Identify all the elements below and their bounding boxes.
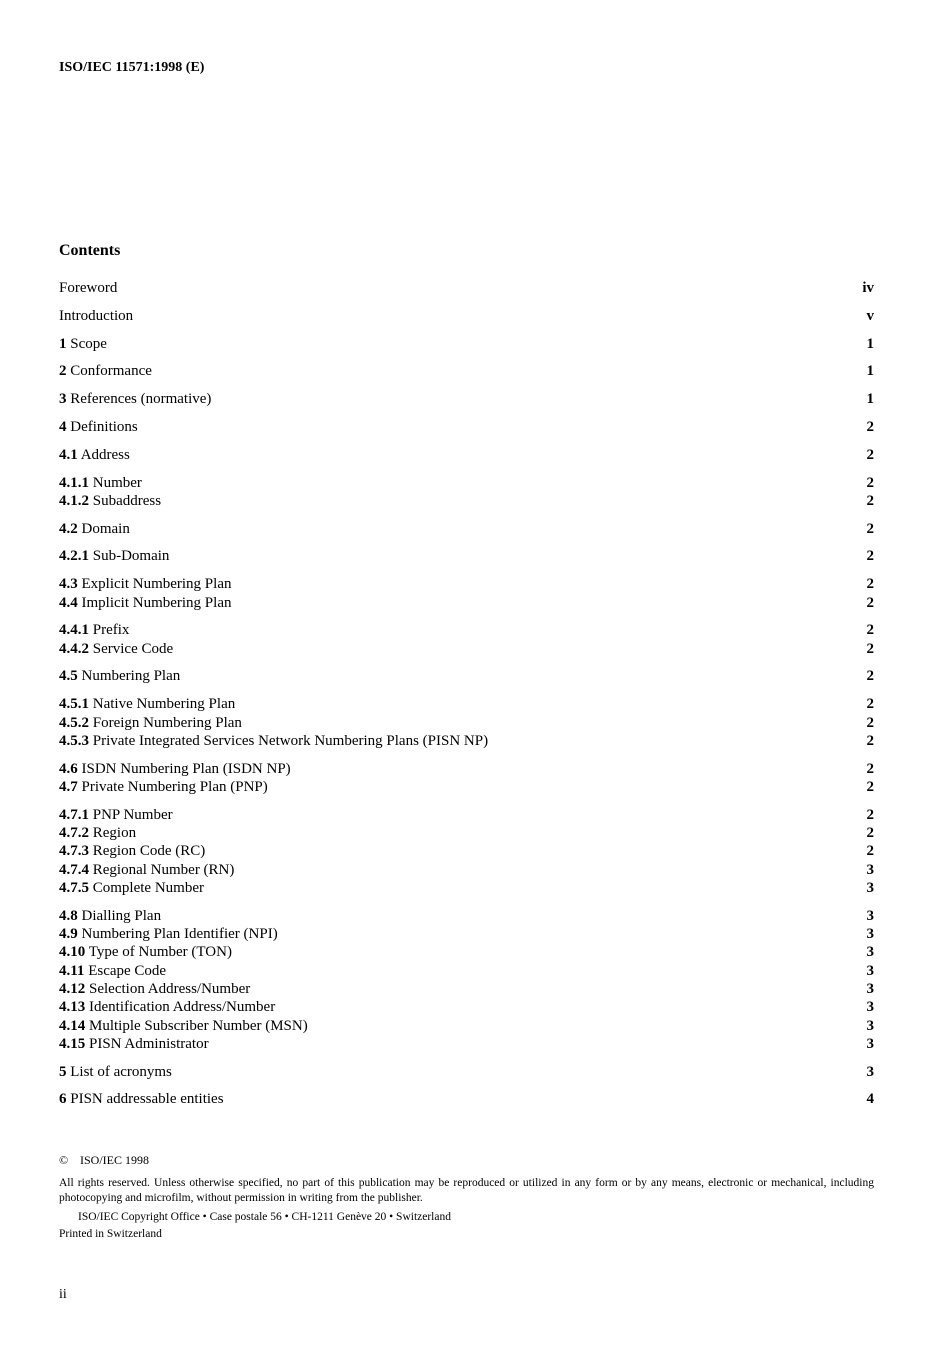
toc-entry-page: 2	[866, 418, 874, 435]
toc-entry-number: 4.4.2	[59, 640, 89, 657]
toc-entry[interactable]	[59, 980, 874, 998]
toc-entry-number: 4.5.3	[59, 732, 89, 749]
toc-entry-number: 6	[59, 1091, 67, 1108]
toc-entry-label	[59, 1063, 172, 1081]
document-header: ISO/IEC 11571:1998 (E)	[59, 60, 205, 75]
toc-entry-number: 4.5.2	[59, 714, 89, 731]
toc-entry-number: 4.10	[59, 944, 86, 961]
toc-entry-title: Native Numbering Plan	[92, 696, 236, 713]
toc-entry[interactable]	[59, 962, 874, 980]
toc-entry-title: Scope	[70, 335, 107, 352]
toc-entry-label	[59, 925, 278, 943]
toc-entry-label	[59, 1090, 224, 1108]
toc-entry-page: 3	[866, 1035, 874, 1052]
toc-entry-title: References (normative)	[70, 391, 212, 408]
toc-entry-title: Selection Address/Number	[89, 980, 251, 997]
toc-entry-page: 2	[866, 714, 874, 731]
toc-entry-label	[59, 575, 231, 593]
toc-entry-number: 4.4	[59, 594, 78, 611]
toc-group	[59, 446, 874, 464]
toc-entry-number: 4.15	[59, 1035, 86, 1052]
toc-group	[59, 418, 874, 436]
toc-entry[interactable]	[59, 575, 874, 593]
toc-entry[interactable]	[59, 1063, 874, 1081]
table-of-contents	[59, 279, 874, 1118]
toc-entry-title: ISDN Numbering Plan (ISDN NP)	[81, 760, 291, 777]
copyright-line	[59, 1153, 874, 1168]
toc-entry-page: 2	[866, 576, 874, 593]
toc-group	[59, 695, 874, 750]
copyright-text: ISO/IEC 1998	[80, 1153, 149, 1167]
toc-entry-number: 4.7.2	[59, 825, 89, 842]
toc-entry-page: 3	[866, 879, 874, 896]
toc-entry-page: 1	[866, 335, 874, 352]
toc-group	[59, 575, 874, 612]
toc-entry-page: 2	[866, 446, 874, 463]
toc-entry-number: 4.13	[59, 999, 86, 1016]
toc-entry-page: 2	[866, 806, 874, 823]
toc-entry-number: 4.12	[59, 980, 86, 997]
toc-entry[interactable]	[59, 998, 874, 1016]
toc-group	[59, 362, 874, 380]
toc-group	[59, 335, 874, 353]
toc-entry[interactable]	[59, 714, 874, 732]
toc-entry-title: List of acronyms	[70, 1063, 172, 1080]
toc-entry[interactable]	[59, 842, 874, 860]
toc-entry[interactable]	[59, 640, 874, 658]
toc-entry[interactable]	[59, 1035, 874, 1053]
toc-entry-number: 4.2	[59, 520, 78, 537]
toc-entry-label	[59, 1035, 209, 1053]
toc-entry-label	[59, 547, 169, 565]
toc-entry[interactable]	[59, 667, 874, 685]
contents-heading: Contents	[59, 242, 121, 259]
toc-entry-label	[59, 390, 211, 408]
toc-entry[interactable]	[59, 492, 874, 510]
copyright-office-address: ISO/IEC Copyright Office • Case postale 56 • CH-1211 Genève 20 • Switzerland	[78, 1211, 451, 1223]
toc-entry-page: 2	[866, 474, 874, 491]
toc-group	[59, 547, 874, 565]
toc-entry-number: 4.7.4	[59, 861, 89, 878]
toc-entry-title: PISN addressable entities	[70, 1091, 224, 1108]
toc-entry-label	[59, 861, 234, 879]
toc-entry-label	[59, 667, 180, 685]
toc-entry-page: 2	[866, 640, 874, 657]
toc-entry-label	[59, 474, 142, 492]
toc-entry-title: Complete Number	[92, 879, 204, 896]
toc-group	[59, 760, 874, 797]
toc-entry-number: 4.6	[59, 760, 78, 777]
toc-entry-page: 3	[866, 1063, 874, 1080]
toc-entry[interactable]	[59, 520, 874, 538]
toc-entry-number: 4.7.5	[59, 879, 89, 896]
toc-entry-number: 4.2.1	[59, 548, 89, 565]
toc-entry-page: 2	[866, 594, 874, 611]
toc-entry-number: 4.9	[59, 926, 78, 943]
toc-entry-number: 4.1	[59, 446, 78, 463]
printed-in: Printed in Switzerland	[59, 1228, 162, 1240]
toc-entry-page: 3	[866, 999, 874, 1016]
toc-entry-label	[59, 962, 166, 980]
toc-entry-page: 2	[866, 622, 874, 639]
toc-entry[interactable]	[59, 806, 874, 824]
toc-entry-number: 2	[59, 363, 67, 380]
copyright-icon: ©	[59, 1153, 69, 1167]
toc-entry-title: Number	[92, 474, 142, 491]
toc-entry-title: Sub-Domain	[92, 548, 170, 565]
page-number: ii	[59, 1287, 67, 1302]
toc-entry-title: Address	[80, 446, 130, 463]
toc-entry[interactable]	[59, 547, 874, 565]
toc-entry-title: Type of Number (TON)	[88, 944, 232, 961]
toc-entry-label	[59, 842, 205, 860]
toc-group	[59, 667, 874, 685]
toc-entry-title: Explicit Numbering Plan	[81, 576, 232, 593]
toc-entry-page: 3	[866, 926, 874, 943]
toc-entry-label	[59, 907, 161, 925]
toc-entry-number: 4.1.2	[59, 492, 89, 509]
toc-entry[interactable]	[59, 390, 874, 408]
toc-entry-page: 3	[866, 1017, 874, 1034]
toc-entry-number: 4.5.1	[59, 696, 89, 713]
toc-entry[interactable]	[59, 362, 874, 380]
toc-entry[interactable]	[59, 760, 874, 778]
toc-entry-title: Prefix	[92, 622, 130, 639]
toc-entry-number: 4.14	[59, 1017, 86, 1034]
toc-entry-number: 4.7	[59, 778, 78, 795]
toc-entry-page: v	[866, 307, 874, 324]
toc-entry-page: 2	[866, 843, 874, 860]
toc-group	[59, 806, 874, 897]
toc-entry-number: 4.4.1	[59, 622, 89, 639]
toc-entry[interactable]	[59, 824, 874, 842]
toc-entry-label	[59, 335, 107, 353]
copyright-footer	[59, 1153, 874, 1240]
toc-group	[59, 520, 874, 538]
toc-entry[interactable]	[59, 778, 874, 796]
toc-entry-number: 4.5	[59, 668, 78, 685]
toc-entry-label	[59, 362, 152, 380]
toc-entry-number: 4.1.1	[59, 474, 89, 491]
toc-entry-title: Conformance	[70, 363, 152, 380]
toc-entry-label	[59, 446, 130, 464]
toc-entry-number: 4.3	[59, 576, 78, 593]
toc-entry-label	[59, 418, 138, 436]
toc-entry-title: Private Numbering Plan (PNP)	[81, 778, 268, 795]
toc-entry-title: Implicit Numbering Plan	[81, 594, 232, 611]
toc-entry-number: 4.7.3	[59, 843, 89, 860]
toc-entry-label	[59, 943, 232, 961]
toc-entry-title: Multiple Subscriber Number (MSN)	[89, 1017, 308, 1034]
toc-entry-label	[59, 520, 130, 538]
toc-entry-label	[59, 492, 161, 510]
toc-entry-title: Region	[92, 825, 137, 842]
toc-entry-title: Regional Number (RN)	[92, 861, 235, 878]
toc-entry-label	[59, 594, 231, 612]
rights-statement: All rights reserved. Unless otherwise specified, no part of this publication may be reproduced or utilized in any form or by any means, electronic or mechanical, including photocopying and microfilm, without permission in writing from the publisher.	[59, 1177, 874, 1204]
toc-group	[59, 279, 874, 297]
toc-entry[interactable]	[59, 621, 874, 639]
toc-entry-title: Numbering Plan Identifier (NPI)	[81, 926, 278, 943]
toc-entry-label	[59, 760, 291, 778]
toc-entry-label	[59, 824, 136, 842]
toc-entry-label	[59, 806, 173, 824]
toc-group	[59, 907, 874, 1053]
toc-entry[interactable]	[59, 695, 874, 713]
toc-entry-page: iv	[862, 280, 874, 296]
toc-entry[interactable]	[59, 925, 874, 943]
toc-entry-title: Private Integrated Services Network Numbering Plans (PISN NP)	[92, 732, 489, 749]
toc-entry-label	[59, 714, 242, 732]
toc-entry-title: Dialling Plan	[81, 907, 162, 924]
toc-entry-page: 4	[866, 1091, 874, 1108]
toc-group	[59, 307, 874, 325]
toc-entry-label	[59, 778, 268, 796]
toc-entry[interactable]	[59, 418, 874, 436]
toc-entry[interactable]	[59, 307, 874, 325]
toc-entry-label	[59, 640, 173, 658]
toc-entry-page: 1	[866, 363, 874, 380]
toc-entry[interactable]	[59, 879, 874, 897]
toc-entry-page: 3	[866, 962, 874, 979]
toc-entry-page: 2	[866, 520, 874, 537]
toc-entry-number: 4.7.1	[59, 806, 89, 823]
toc-entry-number: 5	[59, 1063, 67, 1080]
toc-entry-page: 3	[866, 980, 874, 997]
toc-entry-page: 2	[866, 548, 874, 565]
toc-entry-label	[59, 1017, 308, 1035]
toc-entry-label	[59, 307, 133, 325]
toc-entry-title: PNP Number	[92, 806, 173, 823]
toc-entry-page: 3	[866, 861, 874, 878]
toc-entry-title: Foreign Numbering Plan	[92, 714, 242, 731]
toc-entry[interactable]	[59, 474, 874, 492]
toc-entry-title: Subaddress	[92, 492, 162, 509]
toc-entry[interactable]	[59, 732, 874, 750]
toc-entry-number: 3	[59, 391, 67, 408]
toc-entry-title: Identification Address/Number	[89, 999, 276, 1016]
toc-entry-page: 2	[866, 492, 874, 509]
toc-entry-page: 1	[866, 391, 874, 408]
toc-entry-page: 3	[866, 944, 874, 961]
toc-entry-label	[59, 879, 204, 897]
toc-entry-label	[59, 980, 250, 998]
toc-entry-page: 2	[866, 760, 874, 777]
toc-entry[interactable]	[59, 907, 874, 925]
toc-entry-number: 1	[59, 335, 67, 352]
toc-entry-title: Region Code (RC)	[92, 843, 206, 860]
toc-entry-number: 4	[59, 418, 67, 435]
toc-entry-number: 4.8	[59, 907, 78, 924]
toc-entry-label	[59, 621, 129, 639]
toc-entry-title: Service Code	[92, 640, 174, 657]
toc-entry-page: 3	[866, 907, 874, 924]
toc-group	[59, 474, 874, 511]
toc-entry[interactable]	[59, 943, 874, 961]
toc-entry-page: 2	[866, 825, 874, 842]
toc-group	[59, 390, 874, 408]
toc-entry-number: 4.11	[59, 962, 85, 979]
toc-entry-page: 2	[866, 668, 874, 685]
toc-entry-page: 2	[866, 732, 874, 749]
toc-entry-label	[59, 279, 117, 297]
toc-entry-title: Foreword	[59, 280, 118, 296]
toc-entry-title: Numbering Plan	[81, 668, 181, 685]
toc-group	[59, 1063, 874, 1081]
toc-group	[59, 621, 874, 658]
toc-entry-title: Domain	[81, 520, 130, 537]
toc-entry[interactable]	[59, 594, 874, 612]
toc-entry[interactable]	[59, 1017, 874, 1035]
toc-entry-page: 2	[866, 696, 874, 713]
toc-entry-title: Introduction	[59, 307, 134, 324]
toc-entry[interactable]	[59, 335, 874, 353]
toc-entry[interactable]	[59, 446, 874, 464]
toc-entry-title: Definitions	[70, 418, 138, 435]
toc-entry[interactable]	[59, 1090, 874, 1108]
toc-entry-label	[59, 732, 488, 750]
toc-entry-title: PISN Administrator	[89, 1035, 209, 1052]
toc-entry-label	[59, 998, 275, 1016]
toc-entry-page: 2	[866, 778, 874, 795]
toc-entry-title: Escape Code	[88, 962, 167, 979]
toc-group	[59, 1090, 874, 1108]
toc-entry-label	[59, 695, 235, 713]
toc-entry[interactable]	[59, 279, 874, 297]
toc-entry[interactable]	[59, 861, 874, 879]
